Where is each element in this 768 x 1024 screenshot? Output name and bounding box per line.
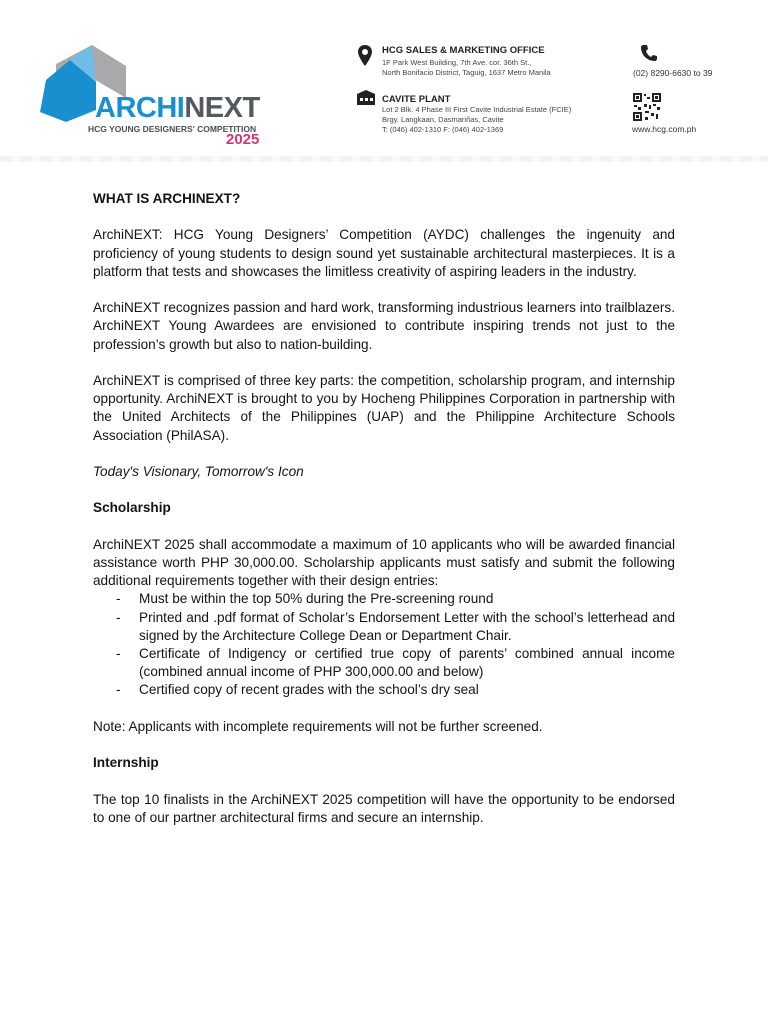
logo-subtitle: HCG YOUNG DESIGNERS' COMPETITION <box>88 124 257 134</box>
recognition-paragraph: ArchiNEXT recognizes passion and hard work, transforming industrious learners into trailblazers. ArchiNEXT Young Awardees are envisioned to contribute inspiring trends not just to the profession’s growth but also to nation-building. <box>93 300 675 352</box>
requirements-list <box>93 590 675 699</box>
list-item: - Certified copy of recent grades with the school’s dry seal <box>116 682 479 698</box>
phone-number: (02) 8290-6630 to 39 <box>633 68 713 78</box>
plant-title: CAVITE PLANT <box>382 94 451 105</box>
internship-text: The top 10 finalists in the ArchiNEXT 2025 competition will have the opportunity to be endorsed to one of our partner architectural firms and secure an internship. <box>93 791 675 825</box>
plant-phone-fax: T: (046) 402-1310 F: (046) 402-1369 <box>382 125 504 134</box>
plant-address-1: Lot 2 Blk. 4 Phase III First Cavite Industrial Estate (FCIE) <box>382 105 572 114</box>
intro-paragraph: ArchiNEXT: HCG Young Designers’ Competition (AYDC) challenges the ingenuity and proficiency of young students to design sound yet sustainable architectural masterpieces. It is a platform that tests and showcases the limitless creativity of aspiring leaders in the industry. <box>93 227 675 279</box>
plant-address-2: Brgy. Langkaan, Dasmariñas, Cavite <box>382 115 504 124</box>
sales-office-address-1: 1F Park West Building, 7th Ave. cor. 36th St., <box>382 58 532 67</box>
archinext-logo <box>36 40 276 152</box>
parts-paragraph: ArchiNEXT is comprised of three key parts: the competition, scholarship program, and internship opportunity. ArchiNEXT is brought to you by Hocheng Philippines Corporation in partnership with the United Architects of the Philippines (UAP) and the Philippine Architecture Schools Association (PhilASA). <box>93 372 675 443</box>
section-heading: WHAT IS ARCHINEXT? <box>93 191 241 206</box>
list-item: - Printed and .pdf format of Scholar’s Endorsement Letter with the school’s letterhead and signed by the Architecture College Dean or Department Chair. <box>116 609 675 643</box>
logo-wordmark: ARCHINEXT <box>95 92 260 124</box>
header-divider <box>0 156 768 162</box>
phone-icon <box>640 44 658 62</box>
list-item: - Must be within the top 50% during the Pre-screening round <box>116 591 494 607</box>
location-pin-icon <box>357 44 373 68</box>
scholarship-intro: ArchiNEXT 2025 shall accommodate a maximum of 10 applicants who will be awarded financial assistance worth PHP 30,000.00. Scholarship applicants must satisfy and submit the following additional requirements together with their design entries: <box>93 536 675 589</box>
scholarship-title: Scholarship <box>93 500 171 516</box>
list-item: - Certificate of Indigency or certified true copy of parents’ combined annual income (combined annual income of PHP 300,000.00 and below) <box>116 645 675 680</box>
sales-office-address-2: North Bonifacio District, Taguig, 1637 Metro Manila <box>382 68 551 77</box>
logo-year: 2025 <box>226 131 260 148</box>
document-body <box>93 190 675 845</box>
sales-office-title: HCG SALES & MARKETING OFFICE <box>382 45 545 56</box>
website-url: www.hcg.com.ph <box>632 124 697 134</box>
tagline: Today's Visionary, Tomorrow's Icon <box>93 463 304 479</box>
qr-code-icon <box>632 92 662 122</box>
scholarship-note: Note: Applicants with incomplete requirements will not be further screened. <box>93 718 543 734</box>
letterhead <box>0 0 768 160</box>
factory-icon <box>356 90 376 106</box>
internship-title: Internship <box>93 755 159 771</box>
